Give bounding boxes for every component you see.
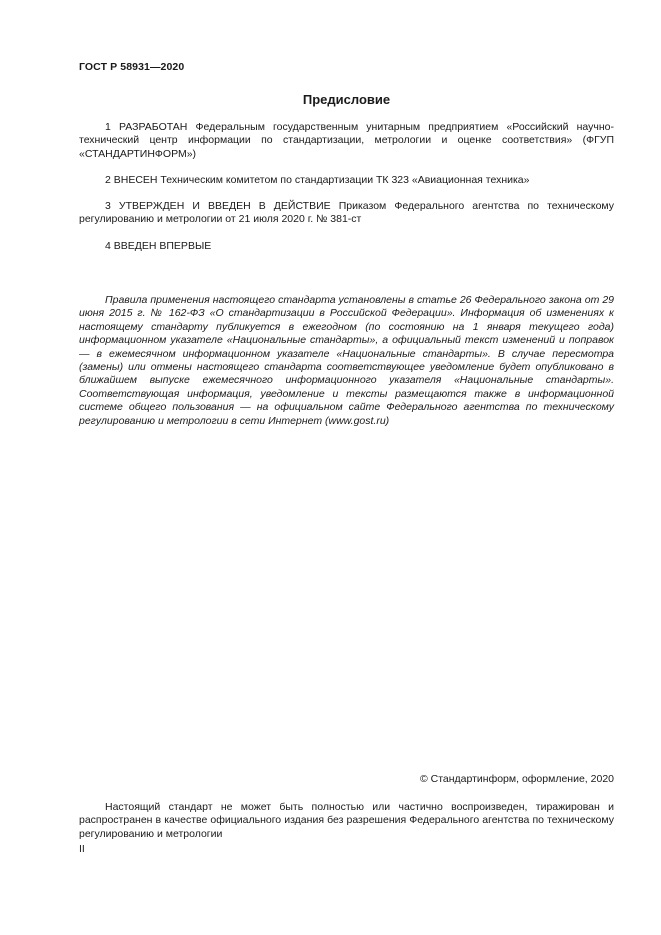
section-title: Предисловие [302,92,391,107]
page-number: II [79,843,85,855]
foreword-item-introduced: 2 ВНЕСЕН Техническим комитетом по стандартизации ТК 323 «Авиационная техника» [105,174,530,186]
reproduction-rights-notice: Настоящий стандарт не может быть полностью или частично воспроизведен, тиражирован и распространен в качестве официального издания без разрешения Федерального агентства по техническому регулированию и метрологии [79,801,614,840]
foreword-item-first-introduced: 4 ВВЕДЕН ВПЕРВЫЕ [105,240,212,252]
foreword-item-approved: 3 УТВЕРЖДЕН И ВВЕДЕН В ДЕЙСТВИЕ Приказом Федерального агентства по техническому регулированию и метрологии от 21 июля 2020 г. № 381-ст [79,200,614,226]
foreword-item-developed: 1 РАЗРАБОТАН Федеральным государственным унитарным предприятием «Российский научно-технический центр информации по стандартизации, метрологии и оценке соответствия» (ФГУП «СТАНДАРТИНФОРМ») [79,121,614,160]
copyright-line: © Стандартинформ, оформление, 2020 [419,773,614,785]
application-rules-notice: Правила применения настоящего стандарта установлены в статье 26 Федерального закона от 29 июня 2015 г. № 162-ФЗ «О стандартизации в Российской Федерации». Информация об изменениях к настоящему стандарту публикуется в ежегодном (по состоянию на 1 января текущего года) информационном указателе «Национальные стандарты», а официальный текст изменений и поправок — в ежемесячном информационном указателе «Национальные стандарты». В случае пересмотра (замены) или отмены настоящего стандарта соответствующее уведомление будет опубликовано в ближайшем выпуске ежемесячного информационного указателя «Национальные стандарты». Соответствующая информация, уведомление и тексты размещаются также в информационной системе общего пользования — на официальном сайте Федерального агентства по техническому регулированию и метрологии в сети Интернет (www.gost.ru) [79,294,614,427]
document-code: ГОСТ Р 58931—2020 [79,61,185,73]
